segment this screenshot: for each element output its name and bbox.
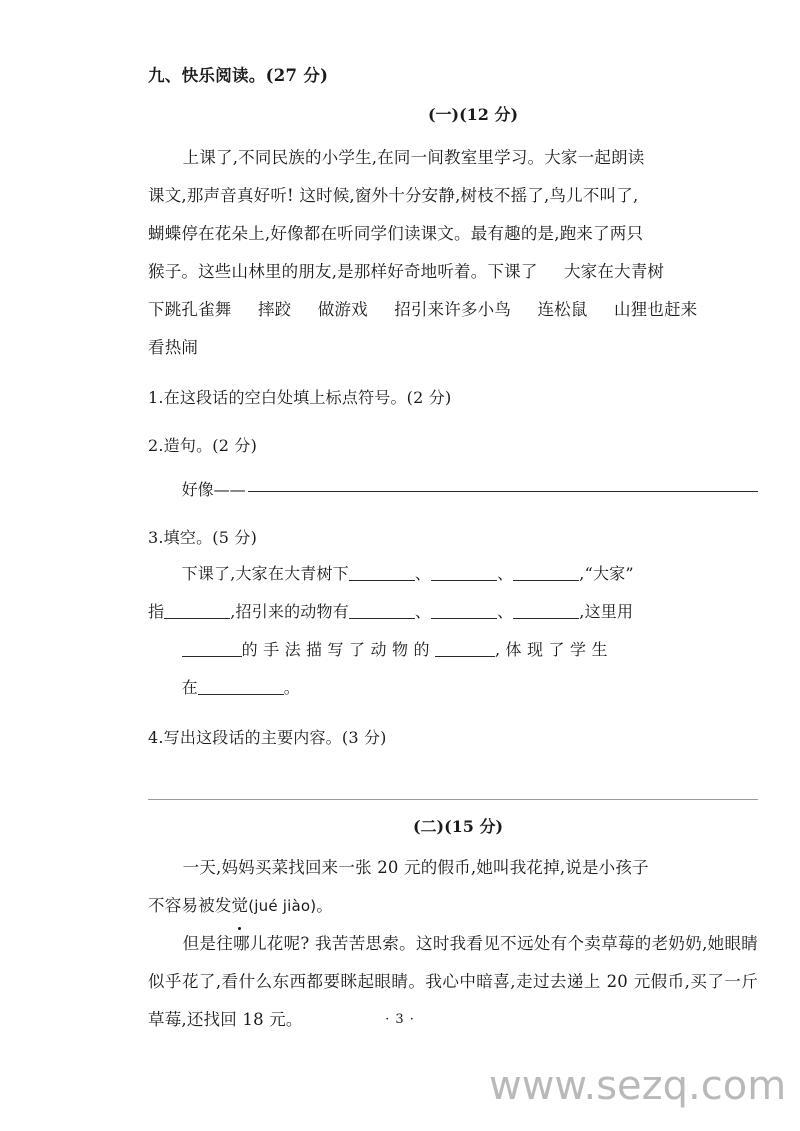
q3-l1-text-a: 下课了,大家在大青树下 [181, 564, 349, 583]
question-2-prompt-label: 好像—— [181, 480, 246, 499]
passage-one-line-10-text: 连松鼠 [537, 300, 588, 319]
page-content [148, 62, 758, 1039]
q3-l2-text-c: ,这里用 [579, 602, 634, 621]
q3-blank-9[interactable] [435, 639, 495, 657]
question-3-fill-line-4 [148, 669, 758, 707]
passage-one-line-5-text: 大家在大青树 [563, 262, 665, 281]
section-heading: 九、快乐阅读。(27 分) [148, 66, 329, 85]
passage-one-line-2: 课文,那声音真好听! 这时候,窗外十分安静,树枝不摇了,鸟儿不叫了, [148, 186, 639, 205]
question-3-fill-line-2 [148, 593, 758, 631]
q3-sep-4: 、 [497, 602, 514, 621]
passage-two-paragraph-1-cont [148, 887, 758, 925]
passage-two-paragraph-2: 但是往哪儿花呢? 我苦苦思索。这时我看见不远处有个卖草莓的老奶奶,她眼睛似乎花了,看什么东西都要眯起眼睛。我心中暗喜,走过去递上 20 元假币,买了一斤草莓,还找回 18 元。 [148, 934, 758, 1029]
q3-l4-text-b: 。 [283, 678, 300, 697]
passage-one-line-7-text: 摔跤 [257, 300, 292, 319]
question-2 [148, 429, 758, 463]
passage-one-line-6-text: 下跳孔雀舞 [148, 300, 232, 319]
q3-blank-1[interactable] [349, 563, 415, 581]
q3-blank-6[interactable] [431, 601, 497, 619]
passage-one-line-11-text: 山狸也赶来 [613, 300, 698, 319]
passage-one-line-9-text: 招引来许多小鸟 [394, 300, 512, 319]
passage-two-heading: (二)(15 分) [412, 817, 504, 836]
question-3-text: 填空。(5 分) [163, 528, 258, 547]
passage-one-line-4 [148, 253, 758, 291]
pinyin-choices: (jué jiào) [248, 897, 317, 915]
q3-l3-text-a: 的 手 法 描 写 了 动 物 的 [241, 640, 430, 659]
question-3-number: 3. [148, 528, 164, 547]
question-2-text: 造句。(2 分) [163, 436, 258, 455]
question-2-answer-row [148, 473, 758, 507]
passage-one-line-1: 上课了,不同民族的小学生,在同一间教室里学习。大家一起朗读 [182, 148, 645, 167]
q3-blank-7[interactable] [513, 601, 579, 619]
q3-sep-2: 、 [497, 564, 514, 583]
passage-one-line-8-text: 做游戏 [317, 300, 368, 319]
passage-two-p1-pre: 不容易被发 [148, 896, 232, 915]
site-watermark: www.sezq.com [489, 1063, 787, 1109]
passage-one-line-6: 看热闹 [148, 338, 199, 357]
q3-sep-3: 、 [414, 602, 432, 621]
question-2-answer-line[interactable] [248, 491, 758, 492]
passage-one-line-5 [148, 291, 758, 329]
q3-l4-text-a: 在 [181, 678, 198, 697]
q3-blank-4[interactable] [164, 601, 230, 619]
question-4-text: 写出这段话的主要内容。(3 分) [163, 728, 387, 747]
emphasis-dot-character: 觉 [232, 887, 249, 925]
question-4-answer-line[interactable] [148, 799, 758, 800]
q3-blank-5[interactable] [349, 601, 415, 619]
question-4-number: 4. [148, 728, 164, 747]
question-1 [148, 381, 758, 415]
question-1-text: 在这段话的空白处填上标点符号。(2 分) [163, 388, 452, 407]
passage-one-line-3: 蝴蝶停在花朵上,好像都在听同学们读课文。最有趣的是,跑来了两只 [148, 224, 644, 243]
q3-blank-2[interactable] [431, 563, 497, 581]
q3-l1-text-b: ,“大家” [579, 564, 634, 583]
q3-blank-8[interactable] [182, 639, 242, 657]
question-4 [148, 721, 758, 755]
passage-two-p1-line-a: 一天,妈妈买菜找回来一张 20 元的假币,她叫我花掉,说是小孩子 [182, 858, 649, 877]
question-2-number: 2. [148, 436, 164, 455]
passage-two-p1-post: 。 [316, 896, 333, 915]
passage-one-heading: (一)(12 分) [427, 105, 519, 124]
question-3-fill-line-3 [148, 631, 758, 669]
question-1-number: 1. [148, 388, 164, 407]
q3-blank-10[interactable] [198, 677, 284, 695]
question-3 [148, 521, 758, 555]
q3-l2-text-a: 指 [148, 602, 165, 621]
question-3-fill-line-1 [148, 555, 758, 593]
q3-blank-3[interactable] [513, 563, 579, 581]
passage-two-paragraph-1 [148, 849, 758, 887]
q3-sep-1: 、 [414, 564, 432, 583]
q3-l2-text-b: ,招引来的动物有 [230, 602, 349, 621]
q3-l3-text-b: , 体 现 了 学 生 [494, 640, 608, 659]
page-number: · 3 · [385, 1012, 415, 1027]
passage-one-line-4-text: 猴子。这些山林里的朋友,是那样好奇地听着。下课了 [148, 262, 538, 281]
